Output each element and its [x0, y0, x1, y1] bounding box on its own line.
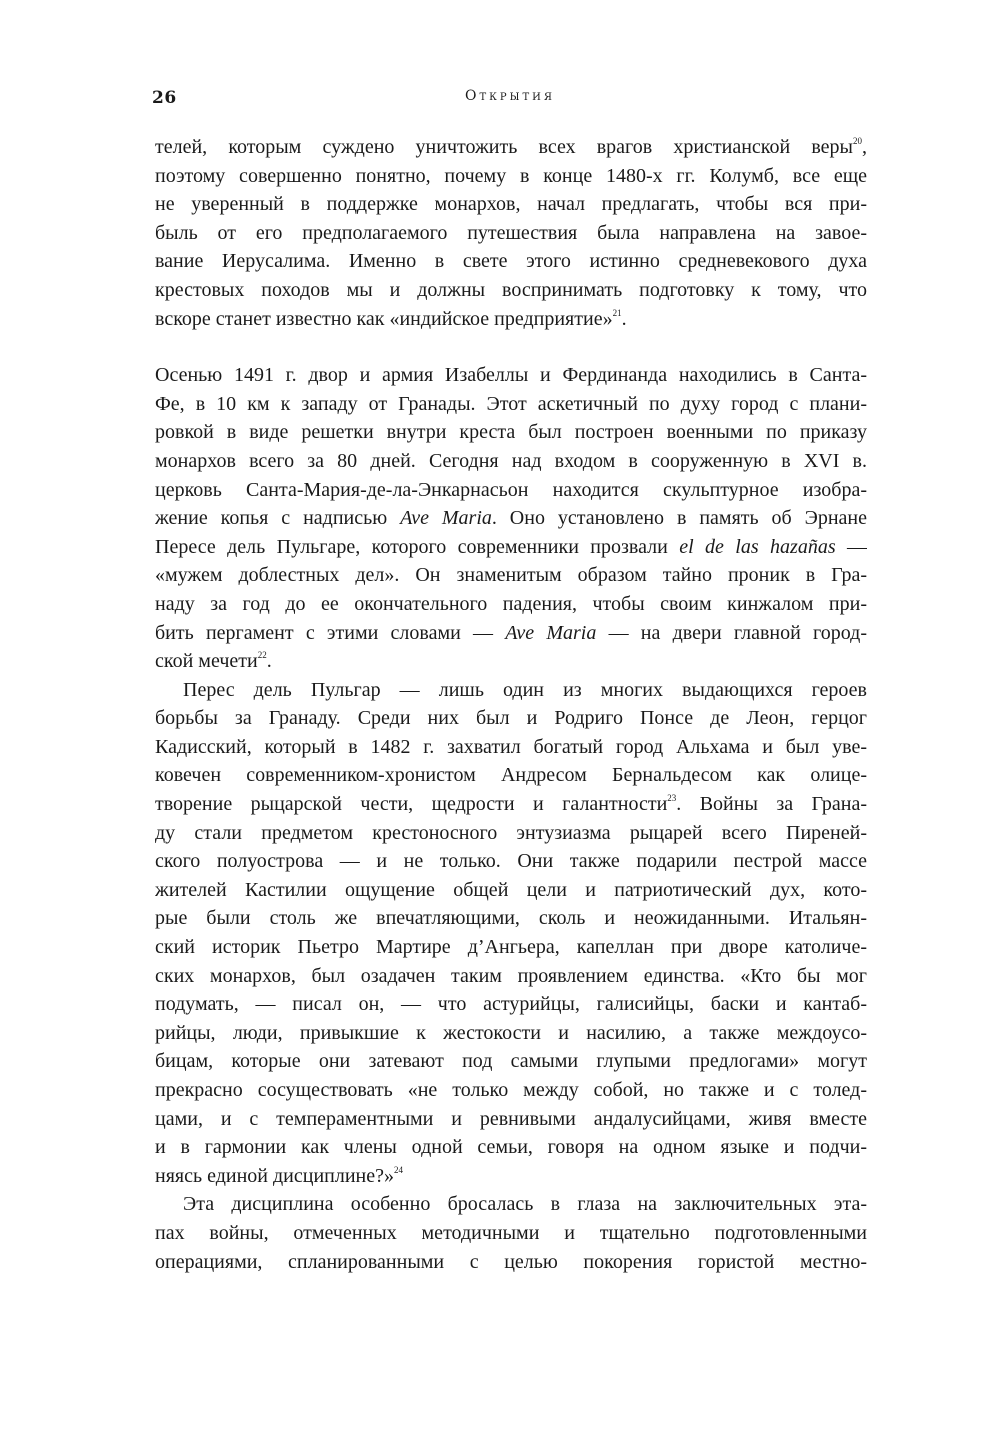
text-line: ковечен современником-хронистом Андресом Бернальдесом как олице-	[155, 764, 867, 787]
text-line: рийцы, люди, привыкшие к жестокости и насилию, а также междоусо-	[155, 1021, 867, 1044]
text-line: Фе, в 10 км к западу от Гранады. Этот аскетичный по духу город с плани-	[155, 392, 867, 415]
text-line: наду за год до ее окончательного падения, чтобы своим кинжалом при-	[155, 592, 867, 615]
text-line: пах войны, отмеченных методичными и тщательно подготовленными	[155, 1221, 867, 1244]
paragraph-4	[155, 1190, 867, 1276]
italic-phrase: el de las hazañas	[679, 535, 836, 558]
text-line: творение рыцарской чести, щедрости и галантности$^{23}$. Войны за Грана-	[155, 793, 867, 816]
page-number: 26	[152, 88, 177, 108]
paragraph-2	[155, 361, 867, 676]
italic-phrase: Ave Maria	[400, 507, 492, 530]
footnote-ref-24: 24	[394, 1164, 404, 1175]
body-text	[155, 133, 867, 1276]
section-gap	[155, 333, 867, 361]
text-line: Эта дисциплина особенно бросалась в глаза на заключительных эта-	[183, 1193, 867, 1216]
text-line: борьбы за Гранаду. Среди них был и Родриго Понсе де Леон, герцог	[155, 707, 867, 730]
text-line: Осенью 1491 г. двор и армия Изабеллы и Фердинанда находились в Санта-	[155, 364, 867, 387]
text-line: рые были столь же впечатляющими, сколь и неожиданными. Итальян-	[155, 907, 867, 930]
text-line: крестовых походов мы и должны воспринимать подготовку к тому, что	[155, 278, 867, 301]
text-line: цами, и с темпераментными и ревнивыми андалусийцами, живя вместе	[155, 1107, 867, 1130]
text-line: бить пергамент с этими словами — Ave Maria — на двери главной город-	[155, 621, 867, 644]
running-title: Открытия	[465, 88, 555, 104]
text-line: поэтому совершенно понятно, почему в конце 1480-х гг. Колумб, все еще	[155, 164, 867, 187]
footnote-ref-22: 22	[257, 650, 267, 661]
text-line: Перес дель Пульгар — лишь один из многих выдающихся героев	[183, 678, 867, 701]
text-line: и в гармонии как члены одной семьи, говоря на одном языке и подчи-	[155, 1136, 867, 1159]
text-line: быль от его предполагаемого путешествия была направлена на завое-	[155, 221, 867, 244]
text-line: монархов всего за 80 дней. Сегодня над входом в сооруженную в XVI в.	[155, 449, 867, 472]
text-line: ской мечети$^{22}$.	[155, 650, 272, 673]
footnote-ref-23: 23	[667, 793, 677, 804]
text-line: церковь Санта-Мария-де-ла-Энкарнасьон находится скульптурное изобра-	[155, 478, 867, 501]
text-line: вание Иерусалима. Именно в свете этого истинно средневекового духа	[155, 250, 867, 273]
text-line: «мужем доблестных дел». Он знаменитым образом тайно проник в Гра-	[155, 564, 867, 587]
text-line: няясь единой дисциплине?»$^{24}$	[155, 1164, 404, 1187]
paragraph-3	[155, 676, 867, 1191]
text-line: подумать, — писал он, — что астурийцы, галисийцы, баски и кантаб-	[155, 993, 867, 1016]
footnote-ref-21: 21	[612, 307, 622, 318]
footnote-ref-20: 20	[853, 136, 862, 146]
text-line: не уверенный в поддержке монархов, начал предлагать, чтобы вся при-	[155, 193, 867, 216]
text-line: телей, которым суждено уничтожить всех врагов христианской веры$^{20}$,	[155, 136, 867, 158]
text-line: вскоре станет известно как «индийское предприятие»$^{21}$.	[155, 307, 627, 330]
text-line: жение копья с надписью Ave Maria. Оно установлено в память об Эрнане	[155, 507, 867, 530]
text-line: ского полуострова — и не только. Они также подарили пестрой массе	[155, 850, 867, 873]
text-line: операциями, спланированными с целью покорения гористой местно-	[155, 1250, 867, 1273]
text-line: ду стали предметом крестоносного энтузиазма рыцарей всего Пиреней-	[155, 821, 867, 844]
paragraph-1	[155, 133, 867, 333]
text-line: ский историк Пьетро Мартире д’Ангьера, капеллан при дворе католиче-	[155, 936, 867, 959]
text-line: жителей Кастилии ощущение общей цели и патриотический дух, кото-	[155, 878, 867, 901]
page-header	[152, 88, 868, 118]
text-line: прекрасно сосуществовать «не только между собой, но также и с толед-	[155, 1079, 867, 1101]
text-line: ровкой в виде решетки внутри креста был построен военными по приказу	[155, 421, 867, 444]
text-line: Пересе дель Пульгаре, которого современники прозвали el de las hazañas —	[155, 535, 867, 558]
text-line: Кадисский, который в 1482 г. захватил богатый город Альхама и был уве-	[155, 735, 867, 758]
italic-phrase: Ave Maria	[505, 621, 597, 644]
text-line: бицам, которые они затевают под самыми глупыми предлогами» могут	[155, 1050, 867, 1073]
text-line: ских монархов, был озадачен таким проявлением единства. «Кто бы мог	[155, 964, 867, 987]
